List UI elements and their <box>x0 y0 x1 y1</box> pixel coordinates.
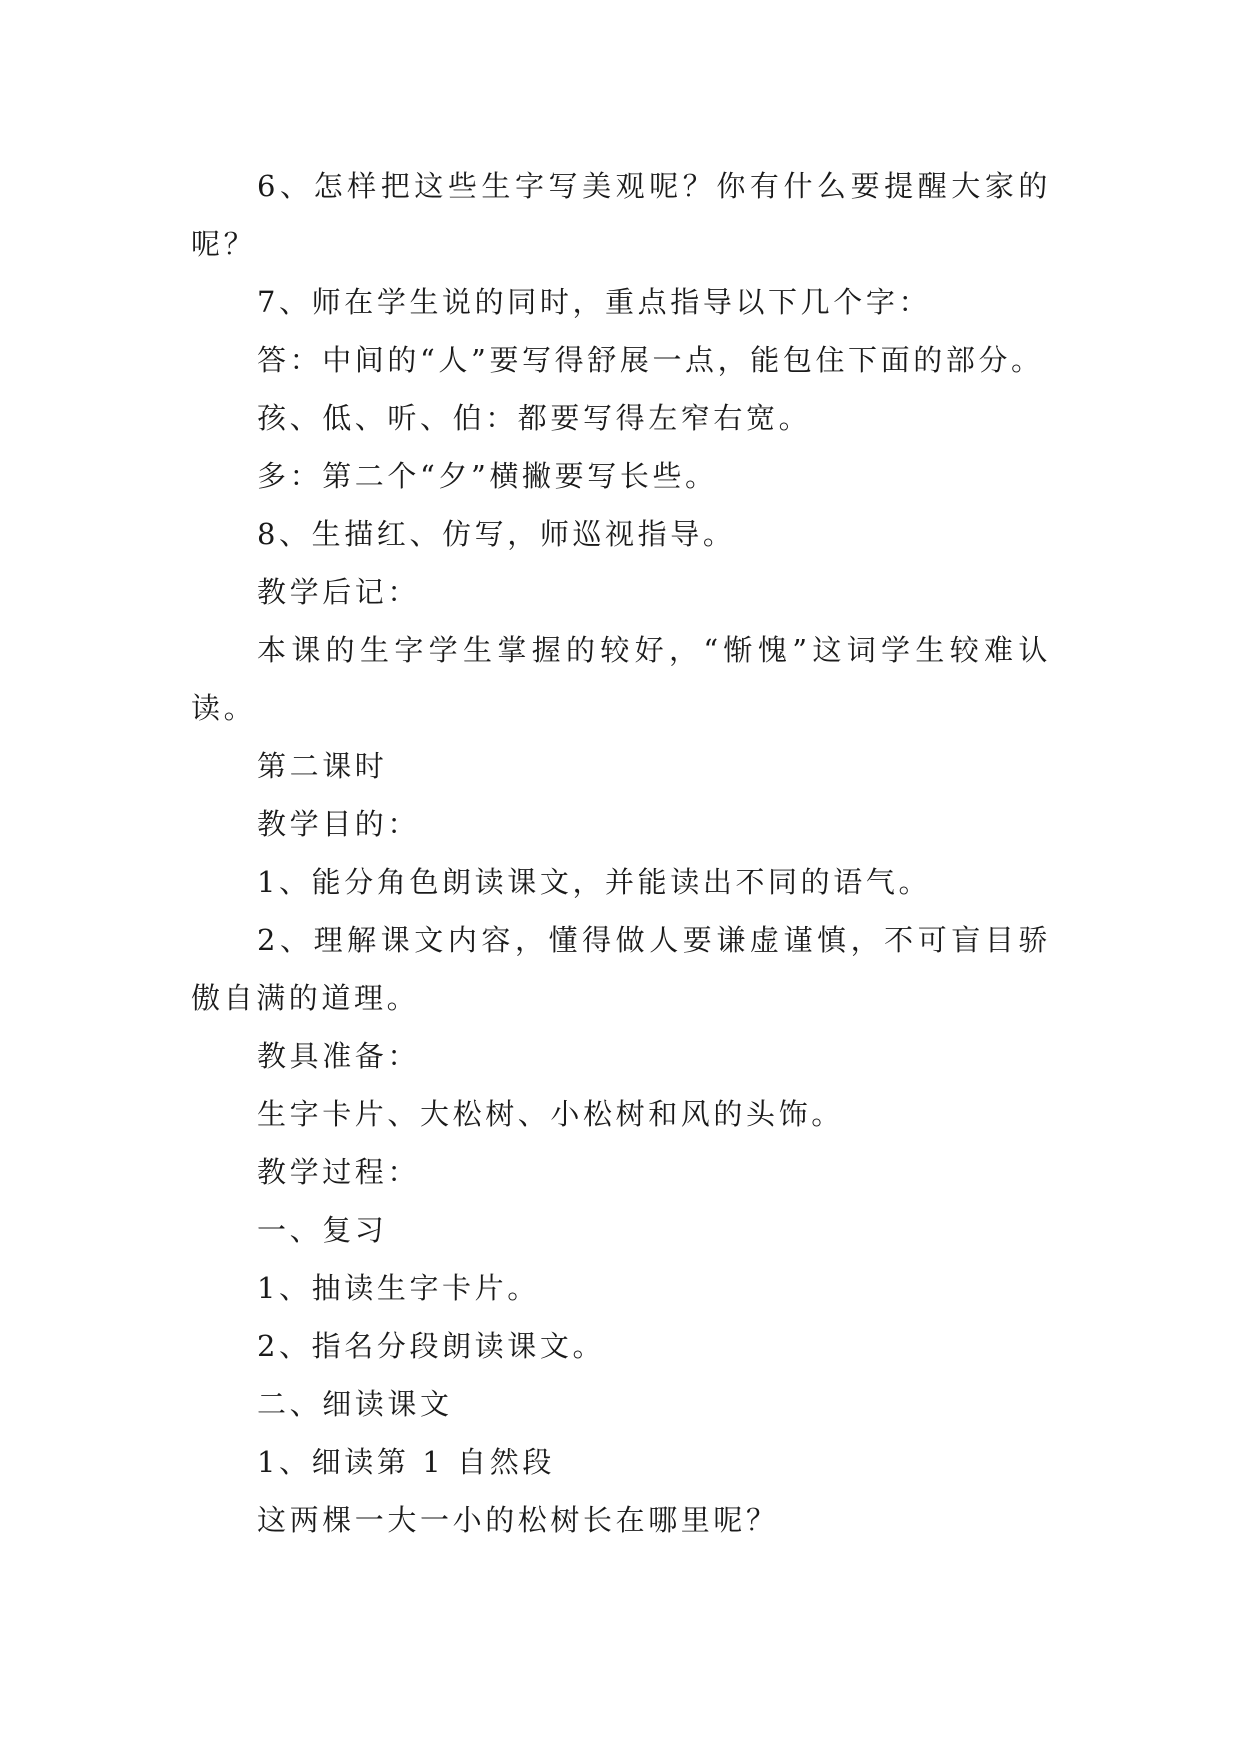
paragraph: 6、怎样把这些生字写美观呢？你有什么要提醒大家的呢？ <box>191 169 1051 261</box>
paragraph: 1、能分角色朗读课文，并能读出不同的语气。 <box>257 865 932 899</box>
section-heading: 二、细读课文 <box>257 1387 453 1421</box>
paragraph: 多：第二个“夕”横撇要写长些。 <box>257 459 718 493</box>
document-body <box>191 157 1051 1549</box>
paragraph: 这两棵一大一小的松树长在哪里呢？ <box>257 1503 779 1537</box>
paragraph: 孩、低、听、伯：都要写得左窄右宽。 <box>257 401 812 435</box>
section-heading: 教具准备： <box>257 1039 421 1073</box>
paragraph: 答：中间的“人”要写得舒展一点，能包住下面的部分。 <box>257 343 1044 377</box>
paragraph: 1、抽读生字卡片。 <box>257 1271 540 1305</box>
paragraph: 生字卡片、大松树、小松树和风的头饰。 <box>257 1097 844 1131</box>
lesson-heading: 第二课时 <box>257 749 388 783</box>
paragraph: 2、指名分段朗读课文。 <box>257 1329 606 1363</box>
section-heading: 教学目的： <box>257 807 421 841</box>
paragraph: 8、生描红、仿写，师巡视指导。 <box>257 517 736 551</box>
paragraph: 2、理解课文内容，懂得做人要谦虚谨慎，不可盲目骄傲自满的道理。 <box>191 923 1051 1015</box>
section-heading: 一、复习 <box>257 1213 388 1247</box>
section-heading: 教学后记： <box>257 575 421 609</box>
paragraph: 7、师在学生说的同时，重点指导以下几个字： <box>257 285 932 319</box>
paragraph: 本课的生字学生掌握的较好，“惭愧”这词学生较难认读。 <box>191 633 1051 725</box>
section-heading: 教学过程： <box>257 1155 421 1189</box>
paragraph: 1、细读第 1 自然段 <box>257 1445 555 1479</box>
